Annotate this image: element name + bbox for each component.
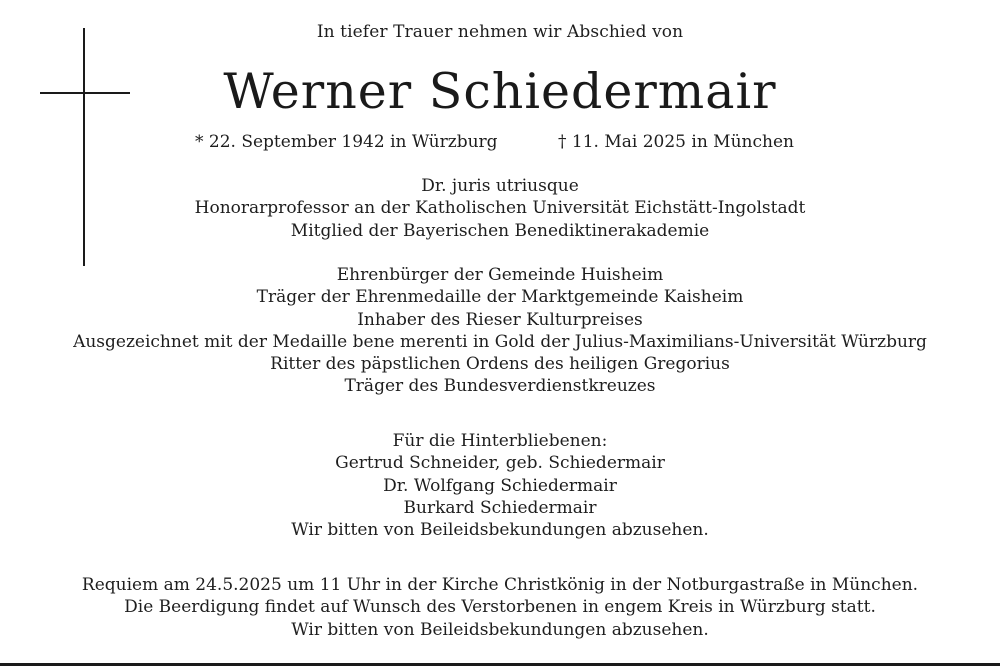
condolence-request-final: Wir bitten von Beileidsbekundungen abzusehen. bbox=[291, 619, 709, 640]
academic-titles bbox=[0, 175, 1000, 242]
intro-line: In tiefer Trauer nehmen wir Abschied von bbox=[316, 22, 684, 42]
deceased-name: Werner Schiedermair bbox=[223, 63, 777, 120]
condolence-request: Wir bitten von Beileidsbekundungen abzusehen. bbox=[291, 520, 709, 541]
burial-line: Die Beerdigung findet auf Wunsch des Verstorbenen in engem Kreis in Würzburg statt. bbox=[124, 597, 876, 618]
title-line: Dr. juris utriusque bbox=[421, 176, 579, 196]
honor-line: Ausgezeichnet mit der Medaille bene merenti in Gold der Julius-Maximilians-Universität Würzburg bbox=[73, 331, 927, 352]
survivor-name: Dr. Wolfgang Schiedermair bbox=[383, 475, 617, 496]
survivors-block bbox=[0, 430, 1000, 541]
honor-line: Ritter des päpstlichen Ordens des heiligen Gregorius bbox=[270, 354, 730, 375]
life-dates bbox=[0, 131, 1000, 153]
title-line: Mitglied der Bayerischen Benediktinerakademie bbox=[290, 220, 710, 241]
honor-line: Inhaber des Rieser Kulturpreises bbox=[357, 309, 643, 330]
honor-line: Träger des Bundesverdienstkreuzes bbox=[344, 376, 656, 397]
honors-list bbox=[0, 264, 1000, 398]
death-date: † 11. Mai 2025 in München bbox=[558, 132, 794, 152]
survivor-name: Burkard Schiedermair bbox=[403, 497, 597, 518]
title-line: Honorarprofessor an der Katholischen Universität Eichstätt-Ingolstadt bbox=[194, 198, 806, 219]
survivor-name: Gertrud Schneider, geb. Schiedermair bbox=[335, 453, 665, 474]
funeral-service-info bbox=[0, 574, 1000, 641]
requiem-line: Requiem am 24.5.2025 um 11 Uhr in der Kirche Christkönig in der Notburgastraße in München. bbox=[81, 575, 919, 595]
honor-line: Ehrenbürger der Gemeinde Huisheim bbox=[336, 265, 664, 285]
honor-line: Träger der Ehrenmedaille der Marktgemeinde Kaisheim bbox=[256, 287, 744, 308]
birth-date: * 22. September 1942 in Würzburg bbox=[195, 132, 498, 152]
survivors-heading: Für die Hinterbliebenen: bbox=[392, 431, 608, 451]
